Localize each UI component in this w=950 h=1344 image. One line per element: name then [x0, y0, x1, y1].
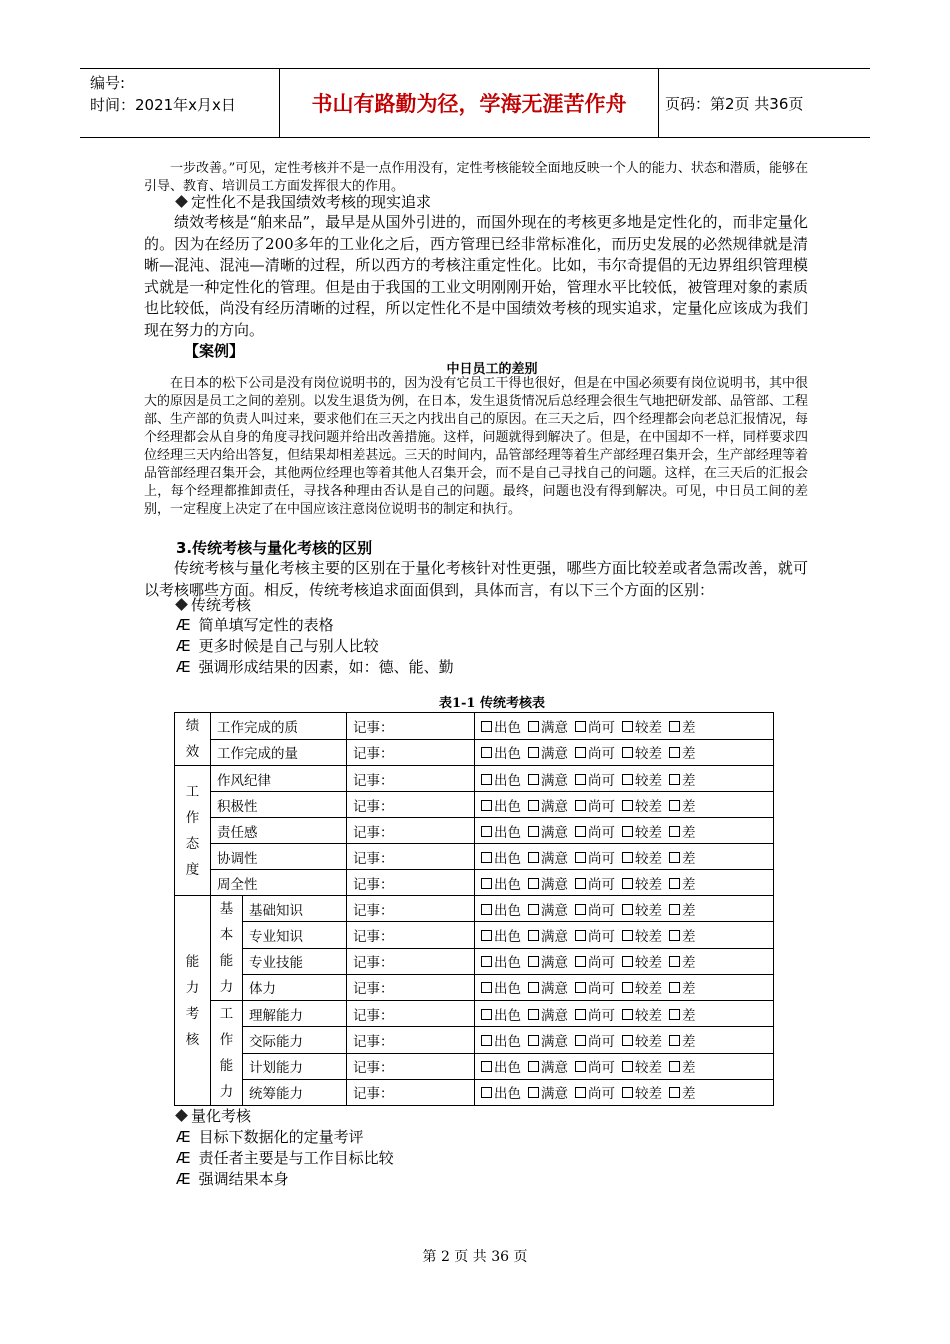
traditional-heading: 传统考核: [174, 595, 251, 615]
item-cell: 工作完成的量: [211, 739, 347, 766]
checkbox-icon[interactable]: [575, 904, 586, 915]
rating-option[interactable]: 满意: [528, 1034, 568, 1050]
rating-option[interactable]: 出色: [481, 1034, 521, 1050]
checkbox-icon[interactable]: [622, 721, 633, 732]
rating-option[interactable]: 差: [669, 981, 696, 997]
rating-option[interactable]: 差: [669, 825, 696, 841]
rating-option[interactable]: 出色: [481, 1060, 521, 1076]
rating-options: [475, 739, 774, 766]
checkbox-icon[interactable]: [528, 956, 539, 967]
rating-option[interactable]: 较差: [622, 1060, 662, 1076]
rating-option[interactable]: 差: [669, 955, 696, 971]
rating-option[interactable]: 尚可: [575, 981, 615, 997]
checkbox-icon[interactable]: [481, 982, 492, 993]
rating-option[interactable]: 出色: [481, 929, 521, 945]
checkbox-icon[interactable]: [528, 852, 539, 863]
group-performance: 绩 效: [175, 713, 211, 766]
rating-option[interactable]: 较差: [622, 1086, 662, 1102]
checkbox-icon[interactable]: [528, 1087, 539, 1098]
rating-option[interactable]: 出色: [481, 825, 521, 841]
header-motto: 书山有路勤为径，学海无涯苦作舟: [280, 69, 659, 137]
rating-option[interactable]: 差: [669, 1008, 696, 1024]
page-header: [80, 68, 870, 138]
rating-options: [475, 792, 774, 818]
qual-heading: 定性化不是我国绩效考核的现实追求: [174, 192, 431, 212]
quantified-item: Æ 目标下数据化的定量考评: [176, 1128, 364, 1146]
table-row: [175, 739, 774, 766]
checkbox-icon[interactable]: [669, 852, 680, 863]
checkbox-icon[interactable]: [575, 774, 586, 785]
note-cell: 记事：: [347, 818, 475, 844]
quantified-item: Æ 强调结果本身: [176, 1170, 289, 1188]
note-cell: 记事：: [347, 1053, 475, 1079]
table-row: [175, 844, 774, 870]
rating-options: [475, 713, 774, 740]
checkbox-icon[interactable]: [481, 747, 492, 758]
item-cell: 统筹能力: [243, 1079, 347, 1105]
rating-option[interactable]: 出色: [481, 903, 521, 919]
table-caption: 表1-1 传统考核表: [438, 696, 545, 711]
checkbox-icon[interactable]: [575, 878, 586, 889]
rating-options: [475, 1027, 774, 1053]
rating-option[interactable]: 出色: [481, 955, 521, 971]
table-row: [175, 948, 774, 974]
checkbox-icon[interactable]: [669, 982, 680, 993]
traditional-item: Æ 更多时候是自己与别人比较: [176, 637, 379, 655]
note-cell: 记事：: [347, 844, 475, 870]
table-row: [175, 1001, 774, 1027]
rating-option[interactable]: 满意: [528, 746, 568, 762]
checkbox-icon[interactable]: [481, 774, 492, 785]
checkbox-icon[interactable]: [481, 930, 492, 941]
item-cell: 周全性: [211, 870, 347, 896]
rating-options: [475, 818, 774, 844]
rating-option[interactable]: 较差: [622, 720, 662, 736]
item-cell: 工作完成的质: [211, 713, 347, 740]
rating-options: [475, 1079, 774, 1105]
note-cell: 记事：: [347, 974, 475, 1000]
header-page-label: 页码：第2页 共36页: [665, 94, 804, 113]
rating-option[interactable]: 差: [669, 851, 696, 867]
checkbox-icon[interactable]: [481, 1087, 492, 1098]
checkbox-icon[interactable]: [669, 1061, 680, 1072]
checkbox-icon[interactable]: [669, 930, 680, 941]
checkbox-icon[interactable]: [528, 800, 539, 811]
rating-option[interactable]: 满意: [528, 955, 568, 971]
case-paragraph: 在日本的松下公司是没有岗位说明书的，因为没有它员工干得也很好，但是在中国必须要有岗位说明书，其中很大的原因是员工之间的差别。以发生退货为例，在日本，发生退货情况后总经理会很生气地把研发部、品管部、工程部、生产部的负责人叫过来，要求他们在三天之内找出自己的原因。在三天之后，四个经理都会向老总汇报情况，每个经理都会从自身的角度寻找问题并给出改善措施。这样，问题就得到解决了。但是，在中国却不一样，同样要求四位经理三天内给出答复，但结果却相差甚远。三天的时间内，品管部经理等着生产部经理召集开会，生产部经理等着品管部经理召集开会，其他两位经理也等着其他人召集开会，而不是自己寻找自己的问题。这样，在三天后的汇报会上，每个经理都推卸责任，寻找各种理由否认是自己的问题。最终，问题也没有得到解决。可见，中日员工间的差别，一定程度上决定了在中国应该注意岗位说明书的制定和执行。: [144, 376, 808, 517]
item-cell: 交际能力: [243, 1027, 347, 1053]
checkbox-icon[interactable]: [575, 1035, 586, 1046]
rating-option[interactable]: 尚可: [575, 851, 615, 867]
time-label: 时间：2021年x月x日: [90, 96, 236, 114]
case-title: 中日员工的差别: [446, 362, 538, 377]
rating-option[interactable]: 差: [669, 1060, 696, 1076]
rating-option[interactable]: 满意: [528, 851, 568, 867]
item-cell: 作风纪律: [211, 766, 347, 792]
rating-option[interactable]: 出色: [481, 746, 521, 762]
checkbox-icon[interactable]: [575, 1087, 586, 1098]
table-row: [175, 896, 774, 922]
appraisal-table: [174, 712, 774, 1106]
section3-paragraph: 传统考核与量化考核主要的区别在于量化考核针对性更强，哪些方面比较差或者急需改善，就可以考核哪些方面。相反，传统考核追求面面俱到，具体而言，有以下三个方面的区别：: [144, 559, 808, 599]
rating-option[interactable]: 差: [669, 877, 696, 893]
rating-option[interactable]: 差: [669, 929, 696, 945]
table-row: [175, 818, 774, 844]
checkbox-icon[interactable]: [669, 774, 680, 785]
checkbox-icon[interactable]: [575, 721, 586, 732]
rating-options: [475, 1053, 774, 1079]
rating-option[interactable]: 满意: [528, 877, 568, 893]
note-cell: 记事：: [347, 870, 475, 896]
table-row: [175, 1053, 774, 1079]
rating-option[interactable]: 尚可: [575, 877, 615, 893]
checkbox-icon[interactable]: [575, 1061, 586, 1072]
rating-option[interactable]: 尚可: [575, 825, 615, 841]
rating-option[interactable]: 差: [669, 799, 696, 815]
checkbox-icon[interactable]: [669, 826, 680, 837]
rating-options: [475, 844, 774, 870]
rating-option[interactable]: 差: [669, 903, 696, 919]
checkbox-icon[interactable]: [528, 904, 539, 915]
checkbox-icon[interactable]: [622, 904, 633, 915]
rating-option[interactable]: 较差: [622, 799, 662, 815]
checkbox-icon[interactable]: [481, 721, 492, 732]
rating-options: [475, 974, 774, 1000]
table-row: [175, 766, 774, 792]
rating-option[interactable]: 差: [669, 1034, 696, 1050]
group-attitude: 工 作 态 度: [175, 766, 211, 896]
note-cell: 记事：: [347, 948, 475, 974]
rating-option[interactable]: 出色: [481, 851, 521, 867]
table-row: [175, 922, 774, 948]
item-cell: 积极性: [211, 792, 347, 818]
rating-option[interactable]: 满意: [528, 825, 568, 841]
checkbox-icon[interactable]: [575, 747, 586, 758]
table-row: [175, 713, 774, 740]
item-cell: 专业技能: [243, 948, 347, 974]
rating-option[interactable]: 出色: [481, 1008, 521, 1024]
rating-option[interactable]: 差: [669, 720, 696, 736]
checkbox-icon[interactable]: [669, 721, 680, 732]
traditional-item: Æ 简单填写定性的表格: [176, 616, 334, 634]
checkbox-icon[interactable]: [528, 1009, 539, 1020]
rating-options: [475, 870, 774, 896]
checkbox-icon[interactable]: [481, 852, 492, 863]
rating-option[interactable]: 出色: [481, 799, 521, 815]
item-cell: 专业知识: [243, 922, 347, 948]
item-cell: 理解能力: [243, 1001, 347, 1027]
section3-title: 3.传统考核与量化考核的区别: [176, 539, 373, 557]
checkbox-icon[interactable]: [669, 1035, 680, 1046]
diamond-bullet-icon: [175, 195, 188, 208]
checkbox-icon[interactable]: [481, 1035, 492, 1046]
checkbox-icon[interactable]: [622, 1035, 633, 1046]
checkbox-icon[interactable]: [622, 878, 633, 889]
group-basic: 基 本 能 力: [211, 896, 243, 1001]
page-footer: 第 2 页 共 36 页: [422, 1249, 528, 1265]
checkbox-icon[interactable]: [669, 904, 680, 915]
rating-option[interactable]: 尚可: [575, 799, 615, 815]
rating-option[interactable]: 尚可: [575, 903, 615, 919]
checkbox-icon[interactable]: [622, 1061, 633, 1072]
checkbox-icon[interactable]: [481, 1061, 492, 1072]
checkbox-icon[interactable]: [622, 774, 633, 785]
checkbox-icon[interactable]: [528, 982, 539, 993]
checkbox-icon[interactable]: [622, 930, 633, 941]
checkbox-icon[interactable]: [622, 800, 633, 811]
note-cell: 记事：: [347, 1027, 475, 1053]
checkbox-icon[interactable]: [528, 878, 539, 889]
rating-option[interactable]: 尚可: [575, 1060, 615, 1076]
table-row: [175, 974, 774, 1000]
item-cell: 协调性: [211, 844, 347, 870]
checkbox-icon[interactable]: [575, 826, 586, 837]
rating-option[interactable]: 较差: [622, 929, 662, 945]
rating-option[interactable]: 较差: [622, 773, 662, 789]
checkbox-icon[interactable]: [528, 1061, 539, 1072]
table-row: [175, 870, 774, 896]
rating-option[interactable]: 满意: [528, 903, 568, 919]
rating-option[interactable]: 尚可: [575, 1034, 615, 1050]
qual-paragraph: 绩效考核是“舶来品”，最早是从国外引进的，而国外现在的考核更多地是定性化的，而非定量化的。因为在经历了200多年的工业化之后，西方管理已经非常标准化，而历史发展的必然规律就是清晰—混沌、混沌—清晰的过程，所以西方的考核注重定性化。比如，韦尔奇提倡的无边界组织管理模式就是一种定性化的管理。但是由于我国的工业文明刚刚开始，管理水平比较低，被管理对象的素质也比较低，尚没有经历清晰的过程，所以定性化不是中国绩效考核的现实追求，定量化应该成为我们现在努力的方向。: [144, 213, 808, 339]
checkbox-icon[interactable]: [528, 747, 539, 758]
rating-options: [475, 766, 774, 792]
note-cell: 记事：: [347, 922, 475, 948]
checkbox-icon[interactable]: [575, 930, 586, 941]
rating-option[interactable]: 满意: [528, 1008, 568, 1024]
checkbox-icon[interactable]: [481, 1009, 492, 1020]
group-ability: 能 力 考 核: [175, 896, 211, 1106]
checkbox-icon[interactable]: [669, 956, 680, 967]
table-row: [175, 792, 774, 818]
rating-option[interactable]: 较差: [622, 981, 662, 997]
item-cell: 计划能力: [243, 1053, 347, 1079]
group-work: 工 作 能 力: [211, 1001, 243, 1106]
checkbox-icon[interactable]: [481, 956, 492, 967]
rating-option[interactable]: 差: [669, 773, 696, 789]
checkbox-icon[interactable]: [528, 930, 539, 941]
rating-option[interactable]: 较差: [622, 903, 662, 919]
checkbox-icon[interactable]: [528, 774, 539, 785]
rating-option[interactable]: 满意: [528, 720, 568, 736]
checkbox-icon[interactable]: [528, 721, 539, 732]
checkbox-icon[interactable]: [622, 826, 633, 837]
rating-option[interactable]: 较差: [622, 955, 662, 971]
checkbox-icon[interactable]: [575, 800, 586, 811]
rating-option[interactable]: 尚可: [575, 1008, 615, 1024]
rating-option[interactable]: 较差: [622, 825, 662, 841]
rating-option[interactable]: 满意: [528, 981, 568, 997]
number-label: 编号:: [90, 74, 126, 92]
rating-option[interactable]: 出色: [481, 877, 521, 893]
checkbox-icon[interactable]: [575, 982, 586, 993]
checkbox-icon[interactable]: [528, 826, 539, 837]
rating-options: [475, 896, 774, 922]
intro-paragraph: 一步改善。”可见，定性考核并不是一点作用没有，定性考核能较全面地反映一个人的能力、状态和潜质，能够在引导、教育、培训员工方面发挥很大的作用。: [144, 161, 808, 194]
rating-option[interactable]: 尚可: [575, 955, 615, 971]
note-cell: 记事：: [347, 766, 475, 792]
note-cell: 记事：: [347, 739, 475, 766]
rating-option[interactable]: 差: [669, 746, 696, 762]
rating-option[interactable]: 满意: [528, 1060, 568, 1076]
table-row: [175, 1027, 774, 1053]
item-cell: 责任感: [211, 818, 347, 844]
note-cell: 记事：: [347, 1079, 475, 1105]
case-label: 【案例】: [184, 342, 245, 360]
table-row: [175, 1079, 774, 1105]
rating-option[interactable]: 尚可: [575, 929, 615, 945]
checkbox-icon[interactable]: [575, 956, 586, 967]
checkbox-icon[interactable]: [622, 852, 633, 863]
checkbox-icon[interactable]: [669, 878, 680, 889]
note-cell: 记事：: [347, 792, 475, 818]
rating-options: [475, 1001, 774, 1027]
rating-options: [475, 922, 774, 948]
checkbox-icon[interactable]: [622, 956, 633, 967]
note-cell: 记事：: [347, 713, 475, 740]
checkbox-icon[interactable]: [622, 982, 633, 993]
rating-option[interactable]: 尚可: [575, 773, 615, 789]
header-meta: [80, 69, 280, 137]
rating-option[interactable]: 满意: [528, 929, 568, 945]
rating-option[interactable]: 满意: [528, 773, 568, 789]
rating-options: [475, 948, 774, 974]
checkbox-icon[interactable]: [481, 800, 492, 811]
checkbox-icon[interactable]: [575, 1009, 586, 1020]
checkbox-icon[interactable]: [669, 1009, 680, 1020]
rating-option[interactable]: 出色: [481, 1086, 521, 1102]
checkbox-icon[interactable]: [669, 800, 680, 811]
rating-option[interactable]: 满意: [528, 1086, 568, 1102]
item-cell: 基础知识: [243, 896, 347, 922]
diamond-bullet-icon: [175, 598, 188, 611]
checkbox-icon[interactable]: [528, 1035, 539, 1046]
rating-option[interactable]: 满意: [528, 799, 568, 815]
rating-option[interactable]: 尚可: [575, 720, 615, 736]
checkbox-icon[interactable]: [481, 878, 492, 889]
checkbox-icon[interactable]: [481, 826, 492, 837]
note-cell: 记事：: [347, 896, 475, 922]
rating-option[interactable]: 尚可: [575, 1086, 615, 1102]
checkbox-icon[interactable]: [622, 747, 633, 758]
rating-option[interactable]: 较差: [622, 1034, 662, 1050]
rating-option[interactable]: 较差: [622, 877, 662, 893]
traditional-item: Æ 强调形成结果的因素，如：德、能、勤: [176, 658, 454, 676]
rating-option[interactable]: 出色: [481, 981, 521, 997]
quantified-item: Æ 责任者主要是与工作目标比较: [176, 1149, 394, 1167]
note-cell: 记事：: [347, 1001, 475, 1027]
checkbox-icon[interactable]: [481, 904, 492, 915]
rating-option[interactable]: 出色: [481, 720, 521, 736]
checkbox-icon[interactable]: [669, 747, 680, 758]
rating-option[interactable]: 较差: [622, 851, 662, 867]
checkbox-icon[interactable]: [622, 1087, 633, 1098]
rating-option[interactable]: 较差: [622, 746, 662, 762]
diamond-bullet-icon: [175, 1109, 188, 1122]
checkbox-icon[interactable]: [622, 1009, 633, 1020]
quantified-heading: 量化考核: [174, 1106, 251, 1126]
rating-option[interactable]: 尚可: [575, 746, 615, 762]
item-cell: 体力: [243, 974, 347, 1000]
rating-option[interactable]: 差: [669, 1086, 696, 1102]
checkbox-icon[interactable]: [575, 852, 586, 863]
rating-option[interactable]: 出色: [481, 773, 521, 789]
rating-option[interactable]: 较差: [622, 1008, 662, 1024]
checkbox-icon[interactable]: [669, 1087, 680, 1098]
